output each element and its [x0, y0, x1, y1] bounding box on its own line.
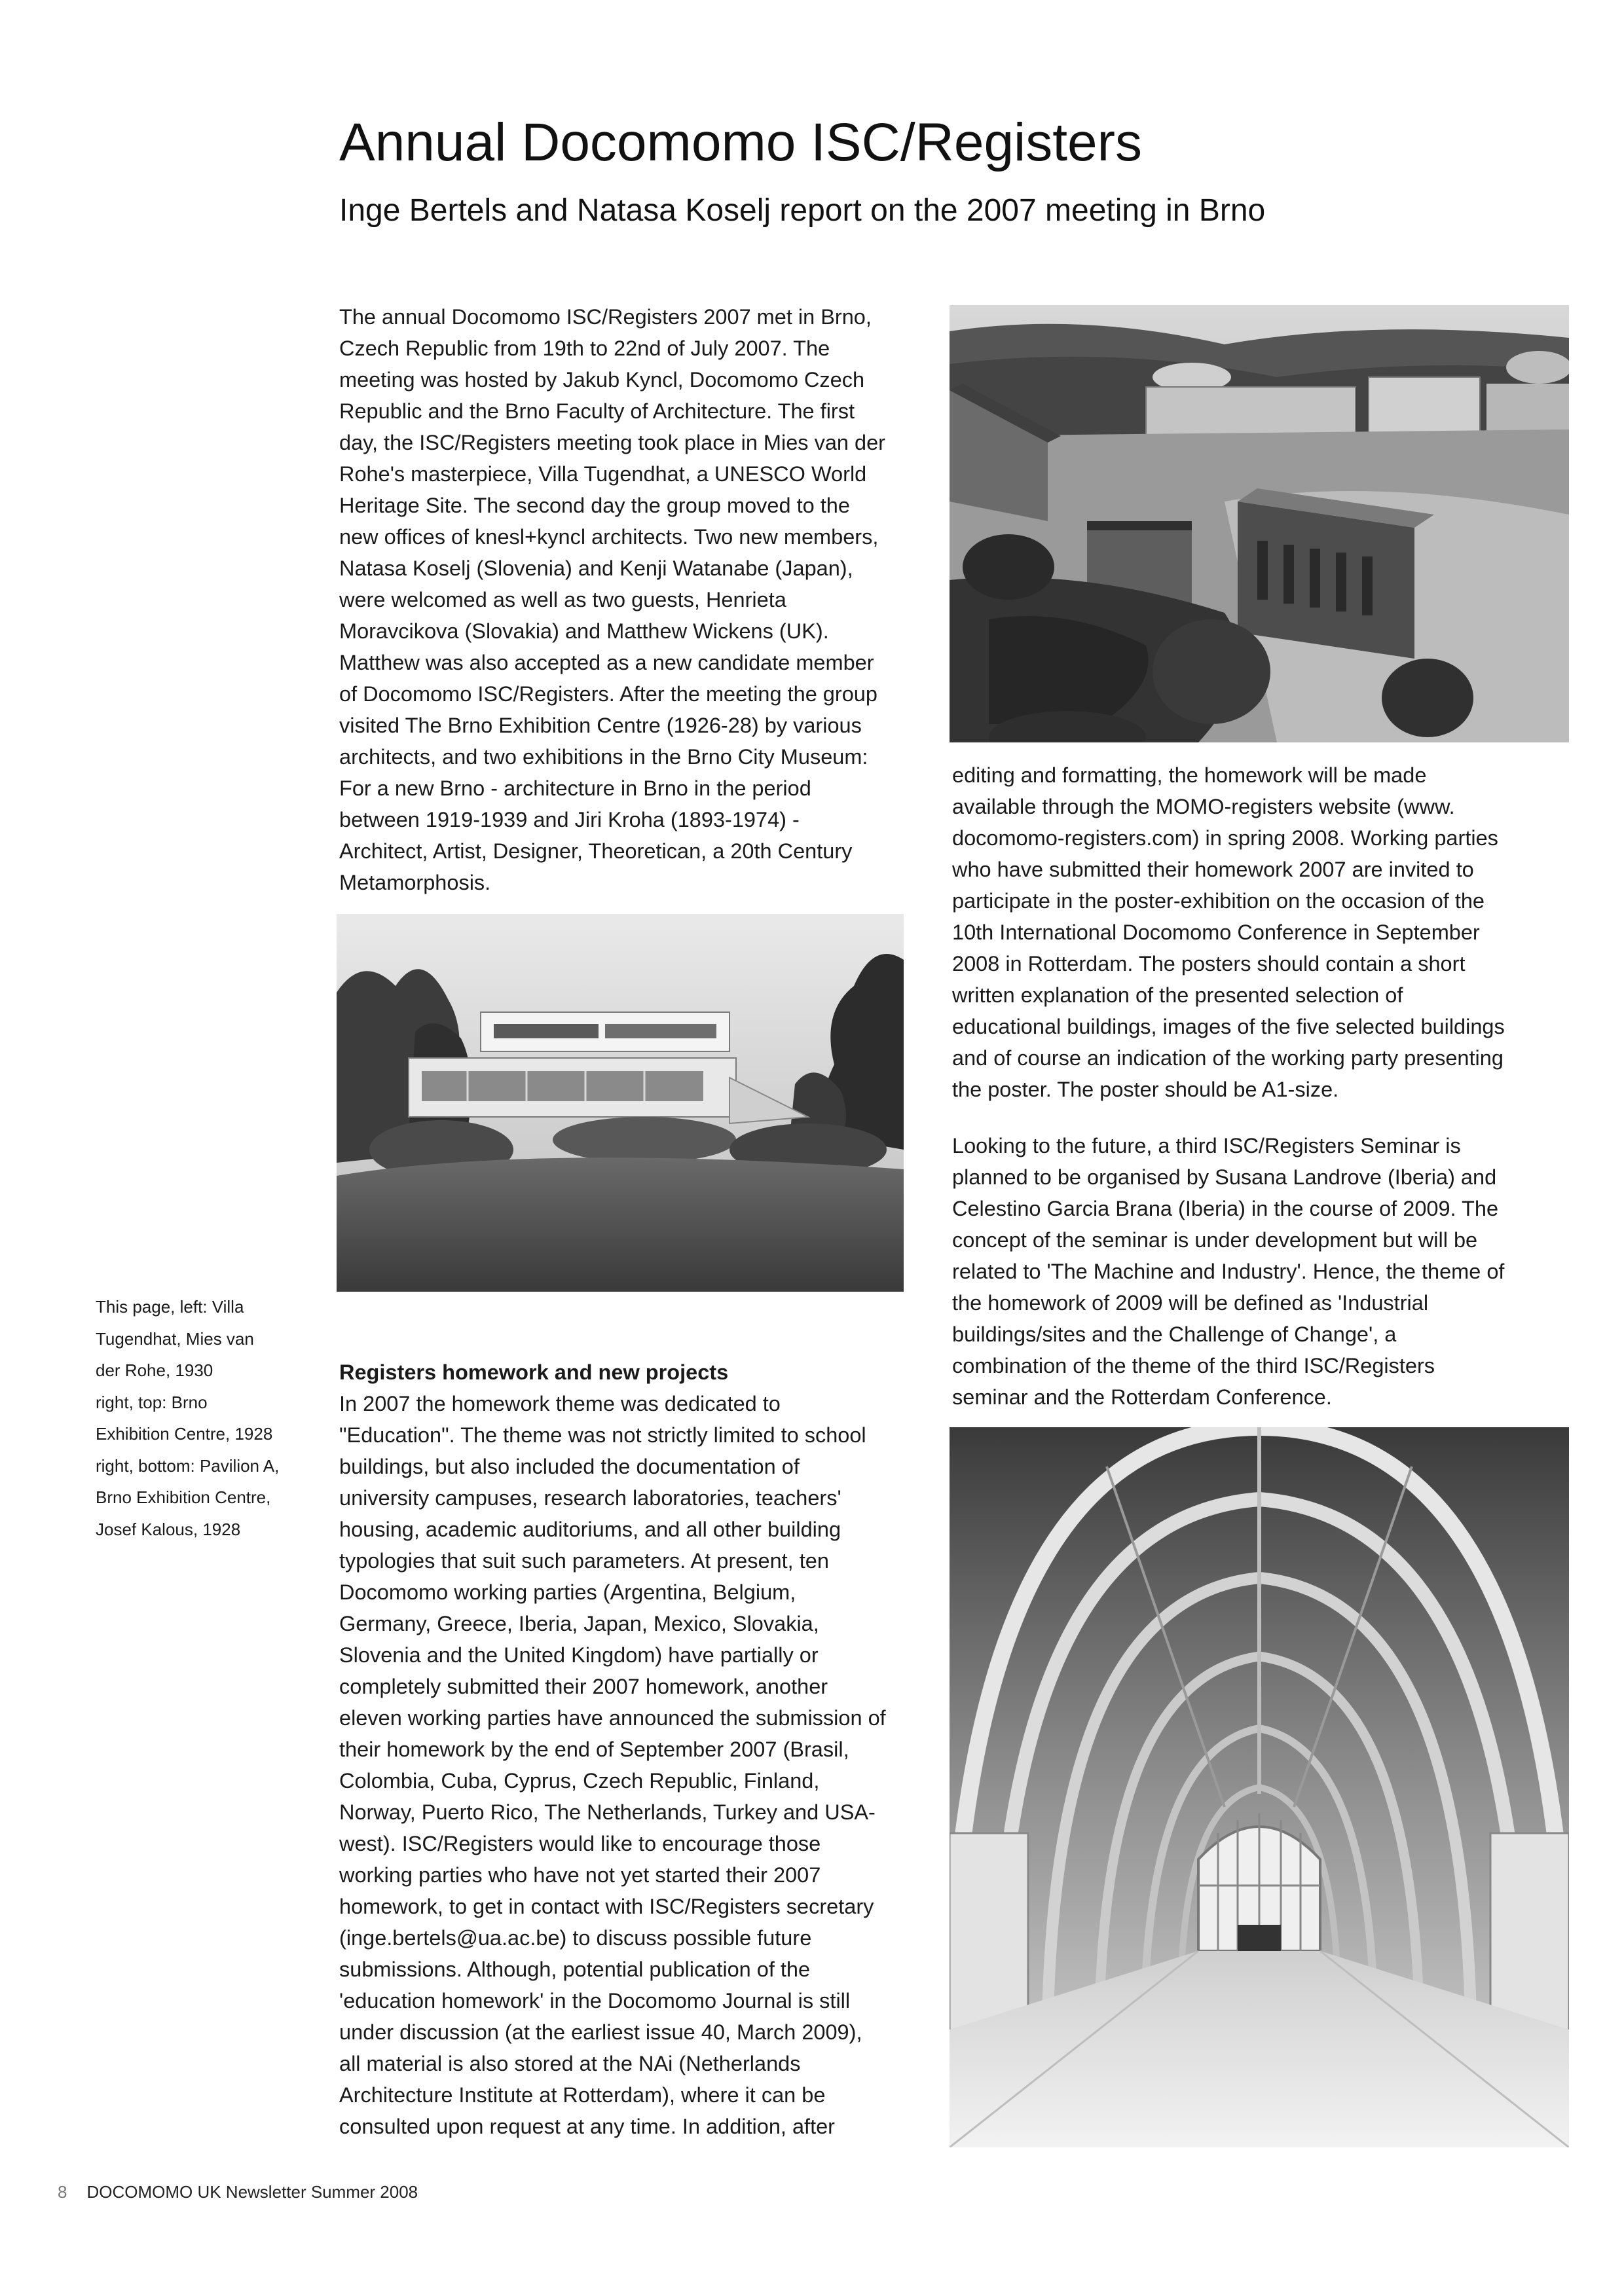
text-line: Natasa Koselj (Slovenia) and Kenji Watanabe (Japan),: [339, 556, 853, 580]
text-line: (inge.bertels@ua.ac.be) to discuss possible future: [339, 1926, 812, 1950]
text-line: all material is also stored at the NAi (Netherlands: [339, 2052, 801, 2075]
text-line: were welcomed as well as two guests, Henrieta: [339, 588, 786, 611]
section-heading: Registers homework and new projects: [339, 1360, 729, 1384]
text-line: Czech Republic from 19th to 22nd of July 2007. The: [339, 337, 830, 360]
text-line: seminar and the Rotterdam Conference.: [952, 1385, 1332, 1409]
caption-line: Exhibition Centre, 1928: [96, 1424, 273, 1444]
text-line: written explanation of the presented selection of: [952, 983, 1403, 1007]
text-line: consulted upon request at any time. In addition, after: [339, 2115, 836, 2138]
pavilion-a-interior-photo: [950, 1427, 1569, 2147]
text-line: and of course an indication of the working party presenting: [952, 1046, 1504, 1070]
text-line: typologies that suit such parameters. At present, ten: [339, 1549, 829, 1573]
text-line: completely submitted their 2007 homework, another: [339, 1675, 828, 1698]
article-subtitle: Inge Bertels and Natasa Koselj report on the 2007 meeting in Brno: [339, 193, 1266, 228]
text-line: 10th International Docomomo Conference in September: [952, 920, 1480, 944]
text-line: homework, to get in contact with ISC/Registers secretary: [339, 1895, 874, 1918]
publication-name: DOCOMOMO UK Newsletter Summer 2008: [86, 2182, 418, 2202]
page-number: 8: [58, 2182, 67, 2202]
text-line: concept of the seminar is under development but will be: [952, 1228, 1478, 1252]
caption-line: Josef Kalous, 1928: [96, 1519, 241, 1539]
text-line: Looking to the future, a third ISC/Registers Seminar is: [952, 1134, 1461, 1157]
text-line: "Education". The theme was not strictly limited to school: [339, 1423, 866, 1447]
text-line: Docomomo working parties (Argentina, Belgium,: [339, 1580, 796, 1604]
brno-exhibition-centre-image: [950, 305, 1569, 742]
text-line: submissions. Although, potential publication of the: [339, 1958, 811, 1981]
text-line: educational buildings, images of the five selected buildings: [952, 1015, 1505, 1038]
text-line: architects, and two exhibitions in the Brno City Museum:: [339, 745, 868, 769]
text-line: Rohe's masterpiece, Villa Tugendhat, a UNESCO World: [339, 462, 867, 486]
text-line: their homework by the end of September 2007 (Brasil,: [339, 1738, 849, 1761]
text-line: of Docomomo ISC/Registers. After the meeting the group: [339, 682, 877, 706]
text-line: The annual Docomomo ISC/Registers 2007 met in Brno,: [339, 305, 872, 329]
text-line: university campuses, research laboratories, teachers': [339, 1486, 841, 1510]
text-line: participate in the poster-exhibition on the occasion of the: [952, 889, 1485, 913]
text-line: buildings/sites and the Challenge of Change', a: [952, 1322, 1397, 1346]
photo-caption: [96, 1291, 312, 1545]
text-line: visited The Brno Exhibition Centre (1926-28) by various: [339, 714, 862, 737]
text-line: the homework of 2009 will be defined as 'Industrial: [952, 1291, 1429, 1315]
pavilion-a-interior-image: [950, 1427, 1569, 2147]
text-line: 2008 in Rotterdam. The posters should contain a short: [952, 952, 1466, 975]
brno-exhibition-centre-photo: [950, 305, 1569, 742]
text-line: new offices of knesl+kyncl architects. Two new members,: [339, 525, 879, 549]
caption-line: Tugendhat, Mies van: [96, 1328, 254, 1349]
text-line: housing, academic auditoriums, and all other building: [339, 1518, 841, 1541]
villa-tugendhat-photo: [337, 914, 904, 1292]
text-line: between 1919-1939 and Jiri Kroha (1893-1974) -: [339, 808, 800, 831]
text-line: Republic and the Brno Faculty of Architecture. The first: [339, 399, 855, 423]
caption-line: right, bottom: Pavilion A,: [96, 1455, 280, 1476]
continuation-paragraph: [952, 759, 1568, 1105]
text-line: Germany, Greece, Iberia, Japan, Mexico, Slovakia,: [339, 1612, 819, 1635]
text-line: working parties who have not yet started their 2007: [339, 1863, 821, 1887]
homework-section: [339, 1357, 915, 2142]
caption-line: der Rohe, 1930: [96, 1360, 213, 1380]
text-line: the poster. The poster should be A1-size.: [952, 1078, 1339, 1101]
text-line: Architect, Artist, Designer, Theoretican, a 20th Century: [339, 839, 853, 863]
intro-paragraph: [339, 301, 915, 898]
caption-line: This page, left: Villa: [96, 1297, 244, 1317]
text-line: Colombia, Cuba, Cyprus, Czech Republic, Finland,: [339, 1769, 820, 1793]
caption-line: Brno Exhibition Centre,: [96, 1487, 271, 1507]
text-line: under discussion (at the earliest issue 40, March 2009),: [339, 2020, 862, 2044]
page-footer: [58, 2181, 418, 2203]
text-line: planned to be organised by Susana Landrove (Iberia) and: [952, 1165, 1497, 1189]
text-line: Heritage Site. The second day the group moved to the: [339, 494, 850, 517]
text-line: Matthew was also accepted as a new candidate member: [339, 651, 874, 674]
caption-line: right, top: Brno: [96, 1392, 208, 1412]
text-line: eleven working parties have announced the submission of: [339, 1706, 886, 1730]
villa-tugendhat-image: [337, 914, 904, 1292]
text-line: who have submitted their homework 2007 are invited to: [952, 858, 1474, 881]
text-line: Norway, Puerto Rico, The Netherlands, Turkey and USA-: [339, 1800, 876, 1824]
text-line: buildings, but also included the documentation of: [339, 1455, 800, 1478]
text-line: docomomo-registers.com) in spring 2008. Working parties: [952, 826, 1498, 850]
text-line: 'education homework' in the Docomomo Journal is still: [339, 1989, 851, 2013]
text-line: Slovenia and the United Kingdom) have partially or: [339, 1643, 819, 1667]
text-line: Celestino Garcia Brana (Iberia) in the course of 2009. The: [952, 1197, 1499, 1220]
text-line: day, the ISC/Registers meeting took place in Mies van der: [339, 431, 885, 454]
text-line: available through the MOMO-registers website (www.: [952, 795, 1455, 818]
text-line: For a new Brno - architecture in Brno in the period: [339, 776, 811, 800]
article-title: Annual Docomomo ISC/Registers: [339, 113, 1142, 172]
text-line: Architecture Institute at Rotterdam), where it can be: [339, 2083, 826, 2107]
future-paragraph: [952, 1130, 1568, 1413]
text-line: west). ISC/Registers would like to encourage those: [339, 1832, 821, 1855]
text-line: Moravcikova (Slovakia) and Matthew Wickens (UK).: [339, 619, 829, 643]
text-line: In 2007 the homework theme was dedicated to: [339, 1392, 781, 1415]
text-line: combination of the theme of the third ISC/Registers: [952, 1354, 1435, 1377]
text-line: Metamorphosis.: [339, 871, 491, 894]
text-line: related to 'The Machine and Industry'. Hence, the theme of: [952, 1260, 1505, 1283]
text-line: meeting was hosted by Jakub Kyncl, Docomomo Czech: [339, 368, 865, 392]
text-line: editing and formatting, the homework will be made: [952, 763, 1427, 787]
